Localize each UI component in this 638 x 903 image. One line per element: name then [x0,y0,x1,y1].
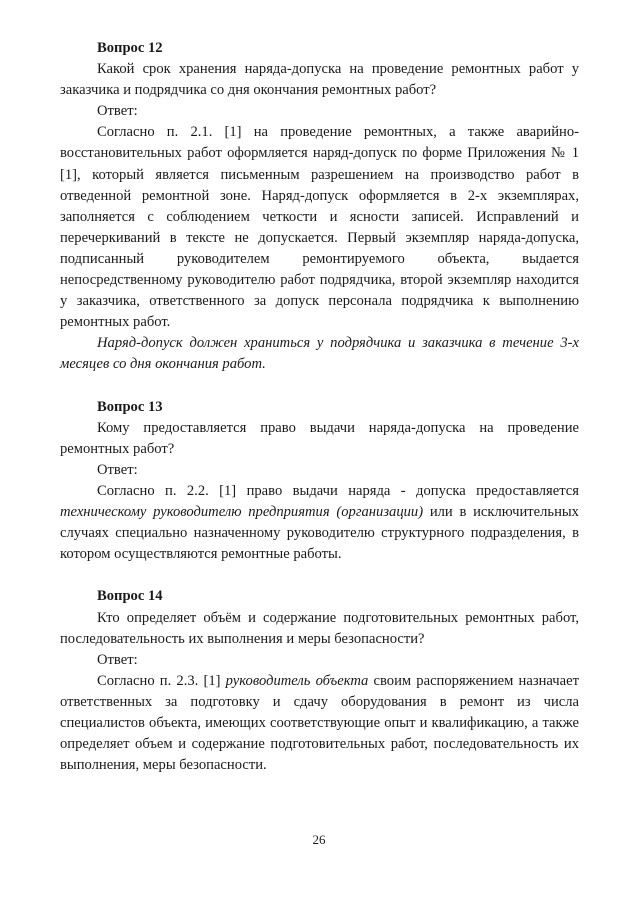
document-page [60,38,579,776]
question-13-answer [60,481,579,565]
question-13-answer-end: или в исключительных случаях специально назначенному руководителю структурного подразделения, в котором осуществляются ремонтные работы. [60,504,579,563]
question-12-title: Вопрос 12 [97,40,163,56]
question-14-answer-label: Ответ: [97,651,138,668]
question-13-answer-label: Ответ: [97,461,138,478]
question-14-title: Вопрос 14 [97,588,163,605]
question-14-answer [60,671,579,776]
question-13-answer-start: Согласно п. 2.2. [1] право выдачи наряда - допуска предоставляется [97,482,579,499]
question-13-title: Вопрос 13 [97,398,163,415]
question-13-text: Кому предоставляется право выдачи наряда-допуска на проведение ремонтных работ? [60,419,579,457]
question-14-text: Кто определяет объём и содержание подготовительных ремонтных работ, последовательность их выполнения и меры безопасности? [60,609,579,647]
question-12-answer-label: Ответ: [97,103,138,120]
question-12-text: Какой срок хранения наряда-допуска на проведение ремонтных работ у заказчика и подрядчика со дня окончания ремонтных работ? [60,61,579,99]
question-14-answer-start: Согласно п. 2.3. [1] [97,672,226,689]
question-14-answer-italic: руководитель объекта [225,672,369,689]
page-number: 26 [312,832,326,847]
section-gap [60,376,579,397]
question-12-answer: Согласно п. 2.1. [1] на проведение ремонтных, а также аварийно-восстановительных работ оформляется наряд-допуск по форме Приложения № 1 [1], который является письменным разрешением на производство работ в отведенной ремонтной зоне. Наряд-допуск оформляется в 2-х экземплярах, заполняется с соблюдением четкости и ясности записей. Исправлений и перечеркиваний в тексте не допускается. Первый экземпляр наряда-допуска, подписанный руководителем ремонтируемого объекта, выдается непосредственному руководителю работ подрядчика, второй экземпляр находится у заказчика, ответственного за допуск персонала подрядчика к выполнению ремонтных работ. [60,124,579,331]
question-13-answer-italic: техническому руководителю предприятия (организации) [60,504,424,521]
question-12-conclusion: Наряд-допуск должен храниться у подрядчика и заказчика в течение 3-х месяцев со дня окончания работ. [60,335,579,373]
section-gap [60,565,579,586]
question-14-answer-end: своим распоряжением назначает ответственных за подготовку и сдачу оборудования в ремонт из числа специалистов объекта, имеющих соответствующие опыт и квалификацию, а также определяет объем и содержание подготовительных работ, последовательность их выполнения, меры безопасности. [60,672,579,774]
